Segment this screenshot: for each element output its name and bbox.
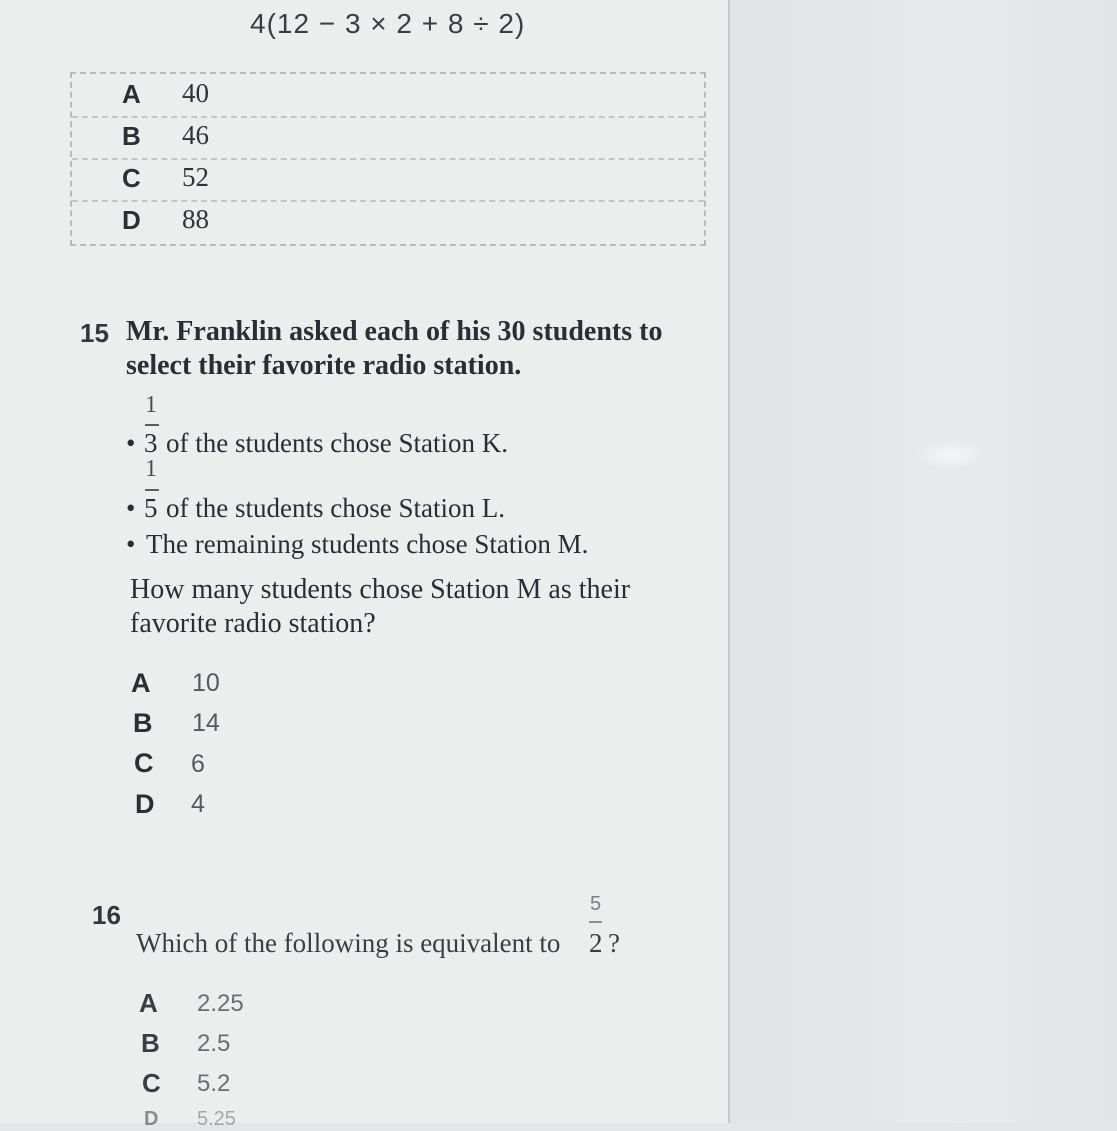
choice-value: 5.2: [197, 1070, 231, 1097]
choice-letter: B: [133, 708, 153, 738]
question-prompt-line2: favorite radio station?: [130, 608, 376, 639]
choice-letter: A: [139, 988, 158, 1018]
choice-b[interactable]: [72, 116, 704, 160]
bullet-text: The remaining students chose Station M.: [146, 529, 589, 559]
choice-letter: A: [131, 668, 151, 698]
choice-value: 46: [182, 120, 209, 150]
choice-letter: D: [135, 789, 155, 819]
question-prompt-line1: How many students chose Station M as their: [130, 574, 631, 605]
bullet-dot: •: [126, 493, 136, 523]
choice-d[interactable]: [72, 200, 704, 242]
fraction-bar: [145, 424, 159, 426]
choice-letter: C: [142, 1068, 161, 1098]
choice-letter: C: [122, 163, 141, 193]
fraction-denominator: 3: [144, 428, 158, 458]
light-glare: [915, 440, 985, 470]
fraction-bar: [145, 489, 159, 491]
fraction-bar: [589, 921, 602, 923]
choice-letter: A: [122, 79, 141, 109]
question-number-16: 16: [92, 900, 121, 930]
choice-value: 6: [191, 750, 205, 778]
choice-value: 14: [192, 709, 220, 737]
choice-value: 52: [182, 162, 209, 192]
fraction-denominator: 5: [144, 493, 158, 523]
bullet-text: of the students chose Station L.: [166, 493, 505, 523]
fraction-numerator: 1: [145, 392, 157, 418]
choice-a[interactable]: [72, 74, 704, 118]
question-text: Which of the following is equivalent to: [136, 928, 561, 958]
question-text-line2: select their favorite radio station.: [126, 350, 522, 381]
choice-value: 2.25: [197, 990, 244, 1017]
choice-value: 40: [182, 78, 209, 108]
choice-letter: B: [141, 1028, 160, 1058]
choice-letter: D: [144, 1108, 159, 1130]
choice-value: 5.25: [197, 1108, 236, 1130]
choice-value: 88: [182, 204, 209, 234]
choice-letter: D: [122, 205, 141, 235]
question-text-line1: Mr. Franklin asked each of his 30 students to: [126, 316, 663, 347]
bullet-dot: •: [126, 428, 136, 458]
choice-value: 10: [192, 669, 220, 697]
choice-c[interactable]: [72, 158, 704, 202]
bullet-text: of the students chose Station K.: [166, 428, 508, 458]
bullet-dot: •: [126, 529, 136, 559]
choice-value: 2.5: [197, 1030, 231, 1057]
choice-letter: C: [134, 748, 154, 778]
prev-choices-box: [70, 72, 706, 246]
question-trail: ?: [608, 928, 620, 958]
fraction-denominator: 2: [589, 928, 603, 958]
choice-value: 4: [191, 790, 205, 818]
choice-letter: B: [122, 121, 141, 151]
question-number-15: 15: [80, 318, 109, 348]
fraction-numerator: 1: [145, 456, 157, 482]
background-surface: [730, 0, 1117, 1123]
expression: 4(12 − 3 × 2 + 8 ÷ 2): [250, 8, 526, 39]
fraction-numerator: 5: [590, 893, 602, 915]
